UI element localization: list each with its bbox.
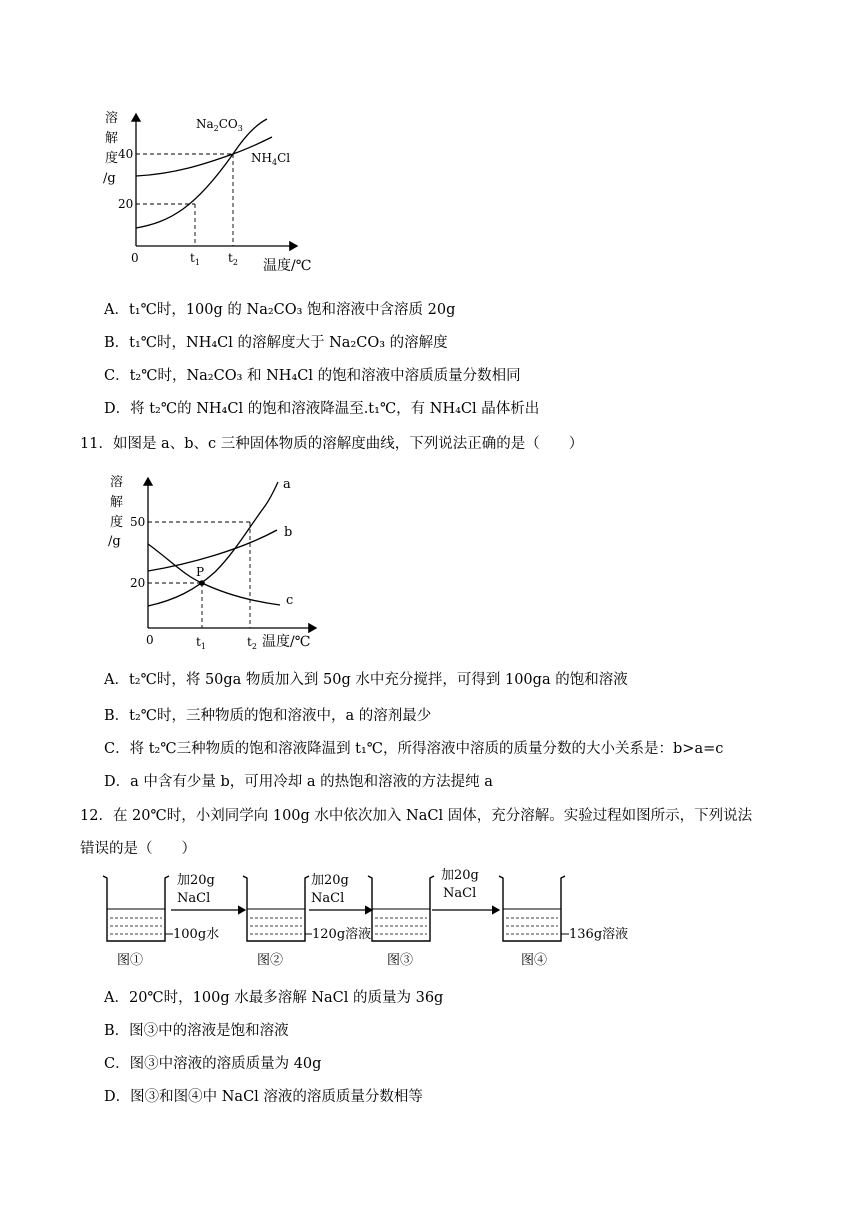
q11-option-c: C．将 t₂℃三种物质的饱和溶液降温到 t₁℃，所得溶液中溶质的质量分数的大小关系是：b>a=c [104, 741, 724, 757]
ylabel-1: 溶 [105, 111, 119, 126]
q11-option-b: B．t₂℃时，三种物质的饱和溶液中，a 的溶剂最少 [104, 708, 432, 724]
label-b: b [284, 525, 293, 540]
ylabel-4: /g [103, 171, 116, 186]
ylabel-2: 解 [110, 495, 124, 510]
arrow-2-line2: NaCl [311, 891, 345, 906]
beaker-label-2: 120g溶液 [312, 927, 372, 942]
q11-option-a: A．t₂℃时，将 50ga 物质加入到 50g 水中充分搅拌，可得到 100ga 的饱和溶液 [104, 672, 628, 688]
q10-option-b: B．t₁℃时，NH₄Cl 的溶解度大于 Na₂CO₃ 的溶解度 [104, 335, 448, 351]
ytick-50: 50 [130, 515, 146, 529]
label-p: P [196, 565, 205, 579]
beaker-1 [103, 876, 173, 941]
xtick-t1: $t_1$ [190, 251, 200, 267]
point-p [199, 580, 205, 586]
q10-option-a: A．t₁℃时，100g 的 Na₂CO₃ 饱和溶液中含溶质 20g [104, 302, 456, 318]
ytick-20: 20 [118, 197, 134, 211]
caption-4: 图④ [521, 953, 548, 968]
label-nh4cl: $NH_4Cl$ [251, 151, 291, 167]
q12-option-d: D．图③和图④中 NaCl 溶液的溶质质量分数相等 [104, 1089, 423, 1105]
q11-stem: 11．如图是 a、b、c 三种固体物质的溶解度曲线，下列说法正确的是（ ） [80, 436, 584, 452]
q10-option-d: D．将 t₂℃的 NH₄Cl 的饱和溶液降温至.t₁℃，有 NH₄Cl 晶体析出 [104, 401, 540, 417]
caption-3: 图③ [387, 953, 414, 968]
xlabel: 温度/℃ [263, 258, 312, 274]
q12-stem-line1: 12．在 20℃时，小刘同学向 100g 水中依次加入 NaCl 固体，充分溶解。实验过程如图所示，下列说法 [80, 808, 753, 824]
xtick-t2: $t_2$ [228, 251, 238, 267]
arrow-3-line1: 加20g [441, 868, 479, 883]
q12-option-a: A．20℃时，100g 水最多溶解 NaCl 的质量为 36g [104, 990, 444, 1006]
label-c: c [286, 593, 294, 608]
solubility-graph-2 [100, 464, 330, 654]
ylabel-4: /g [108, 534, 121, 549]
label-a: a [283, 477, 291, 492]
q11-option-d: D．a 中含有少量 b，可用冷却 a 的热饱和溶液的方法提纯 a [104, 774, 493, 790]
arrow-1-line2: NaCl [177, 891, 211, 906]
caption-2: 图② [257, 953, 284, 968]
arrow-3-line2: NaCl [443, 886, 477, 901]
na2co3-curve [136, 119, 267, 228]
xlabel: 温度/℃ [262, 634, 311, 650]
curve-c [148, 544, 280, 605]
curve-b [148, 530, 277, 571]
ytick-40: 40 [118, 147, 134, 161]
q10-option-c: C．t₂℃时，Na₂CO₃ 和 NH₄Cl 的饱和溶液中溶质质量分数相同 [104, 368, 521, 384]
q12-option-b: B．图③中的溶液是饱和溶液 [104, 1023, 289, 1039]
ylabel-2: 解 [105, 131, 119, 146]
origin-label: 0 [131, 251, 139, 265]
q12-stem-line2: 错误的是（ ） [80, 841, 196, 857]
solubility-graph-1 [95, 100, 325, 280]
xtick-t1: $t_1$ [196, 635, 206, 651]
beaker-3 [368, 876, 434, 941]
beaker-2 [243, 876, 312, 941]
xtick-t2: $t_2$ [247, 635, 257, 651]
beaker-4 [499, 876, 569, 941]
label-na2co3: $Na_2CO_3$ [196, 117, 243, 133]
ylabel-3: 度 [105, 151, 119, 166]
arrow-2-line1: 加20g [311, 873, 349, 888]
q12-option-c: C．图③中溶液的溶质质量为 40g [104, 1056, 322, 1072]
origin-label: 0 [146, 633, 154, 647]
ylabel-3: 度 [110, 515, 124, 530]
ylabel-1: 溶 [110, 475, 124, 490]
beaker-experiment-figure [95, 866, 655, 972]
caption-1: 图① [117, 953, 144, 968]
ytick-20: 20 [130, 576, 146, 590]
beaker-label-4: 136g溶液 [569, 927, 629, 942]
arrow-1-line1: 加20g [177, 873, 215, 888]
beaker-label-1: 100g水 [173, 927, 220, 942]
